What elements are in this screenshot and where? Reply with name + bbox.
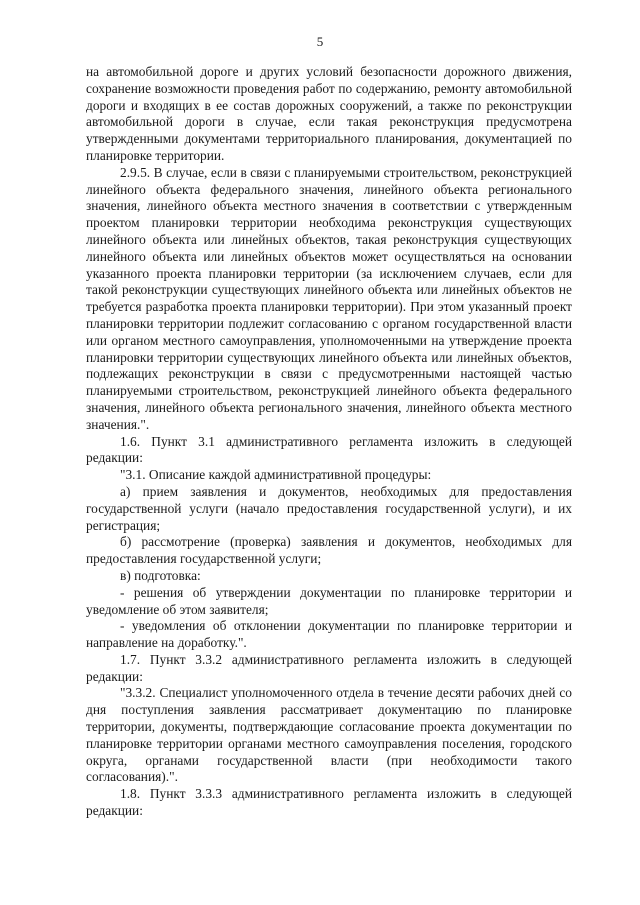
paragraph-3-1-v: в) подготовка: (120, 567, 201, 583)
paragraph-2-9-5: 2.9.5. В случае, если в связи с планируемыми строительством, реконструкцией линейного объекта федерального значения, линейного объекта регионального значения, линейного объекта местного значения в соответствии с утвержденным проектом планировки территории необходима реконструкция существующих линейного объекта или линейных объектов, такая реконструкция существующих линейного объекта или линейных объектов может осуществляться на основании указанного проекта планировки территории (за исключением случаев, если для такой реконструкции существующих линейного объекта или линейных объектов не требуется разработка проекта планировки территории). При этом указанный проект планировки территории подлежит согласованию с органом государственной власти или органом местного самоуправления, уполномоченными на утверждение проекта планировки территории существующих линейного объекта или линейных объектов, подлежащих реконструкции в связи с предусмотренными настоящей частью планируемыми строительством, реконструкцией линейного объекта федерального значения, линейного объекта регионального значения, линейного объекта местного значения.". (86, 164, 572, 432)
paragraph-continuation: на автомобильной дороге и других условий безопасности дорожного движения, сохранение возможности проведения работ по содержанию, ремонту автомобильной дороги и входящих в ее состав дорожных сооружений, а также по реконструкции автомобильной дороги в случае, если такая реконструкция предусмотрена утвержденными документами территориального планирования, документацией по планировке территории. (86, 64, 572, 163)
paragraph-3-1-heading: "3.1. Описание каждой административной процедуры: (120, 467, 432, 483)
paragraph-3-1-a: а) прием заявления и документов, необходимых для предоставления государственной услуги (начало предоставления государственной услуги), и их регистрация; (86, 483, 572, 533)
paragraph-1-7: 1.7. Пункт 3.3.2 административного регламента изложить в следующей редакции: (86, 651, 572, 684)
paragraph-3-1-v-item-2: - уведомления об отклонении документации по планировке территории и направление на доработку.". (86, 618, 572, 651)
paragraph-3-3-2: "3.3.2. Специалист уполномоченного отдела в течение десяти рабочих дней со дня поступления заявления рассматривает документацию по планировке территории, документы, подтверждающие согласование проекта документации по планировке территории органами местного самоуправления поселения, городского округа, органами государственной власти (при необходимости такого согласования).". (86, 685, 572, 785)
document-body (86, 64, 572, 820)
paragraph-1-8: 1.8. Пункт 3.3.3 административного регламента изложить в следующей редакции: (86, 786, 572, 819)
page-number: 5 (316, 34, 324, 49)
paragraph-3-1-v-item-1: - решения об утверждении документации по планировке территории и уведомление об этом заявителя; (86, 584, 572, 617)
paragraph-3-1-b: б) рассмотрение (проверка) заявления и документов, необходимых для предоставления государственной услуги; (86, 534, 572, 567)
paragraph-1-6: 1.6. Пункт 3.1 административного регламента изложить в следующей редакции: (86, 433, 572, 466)
